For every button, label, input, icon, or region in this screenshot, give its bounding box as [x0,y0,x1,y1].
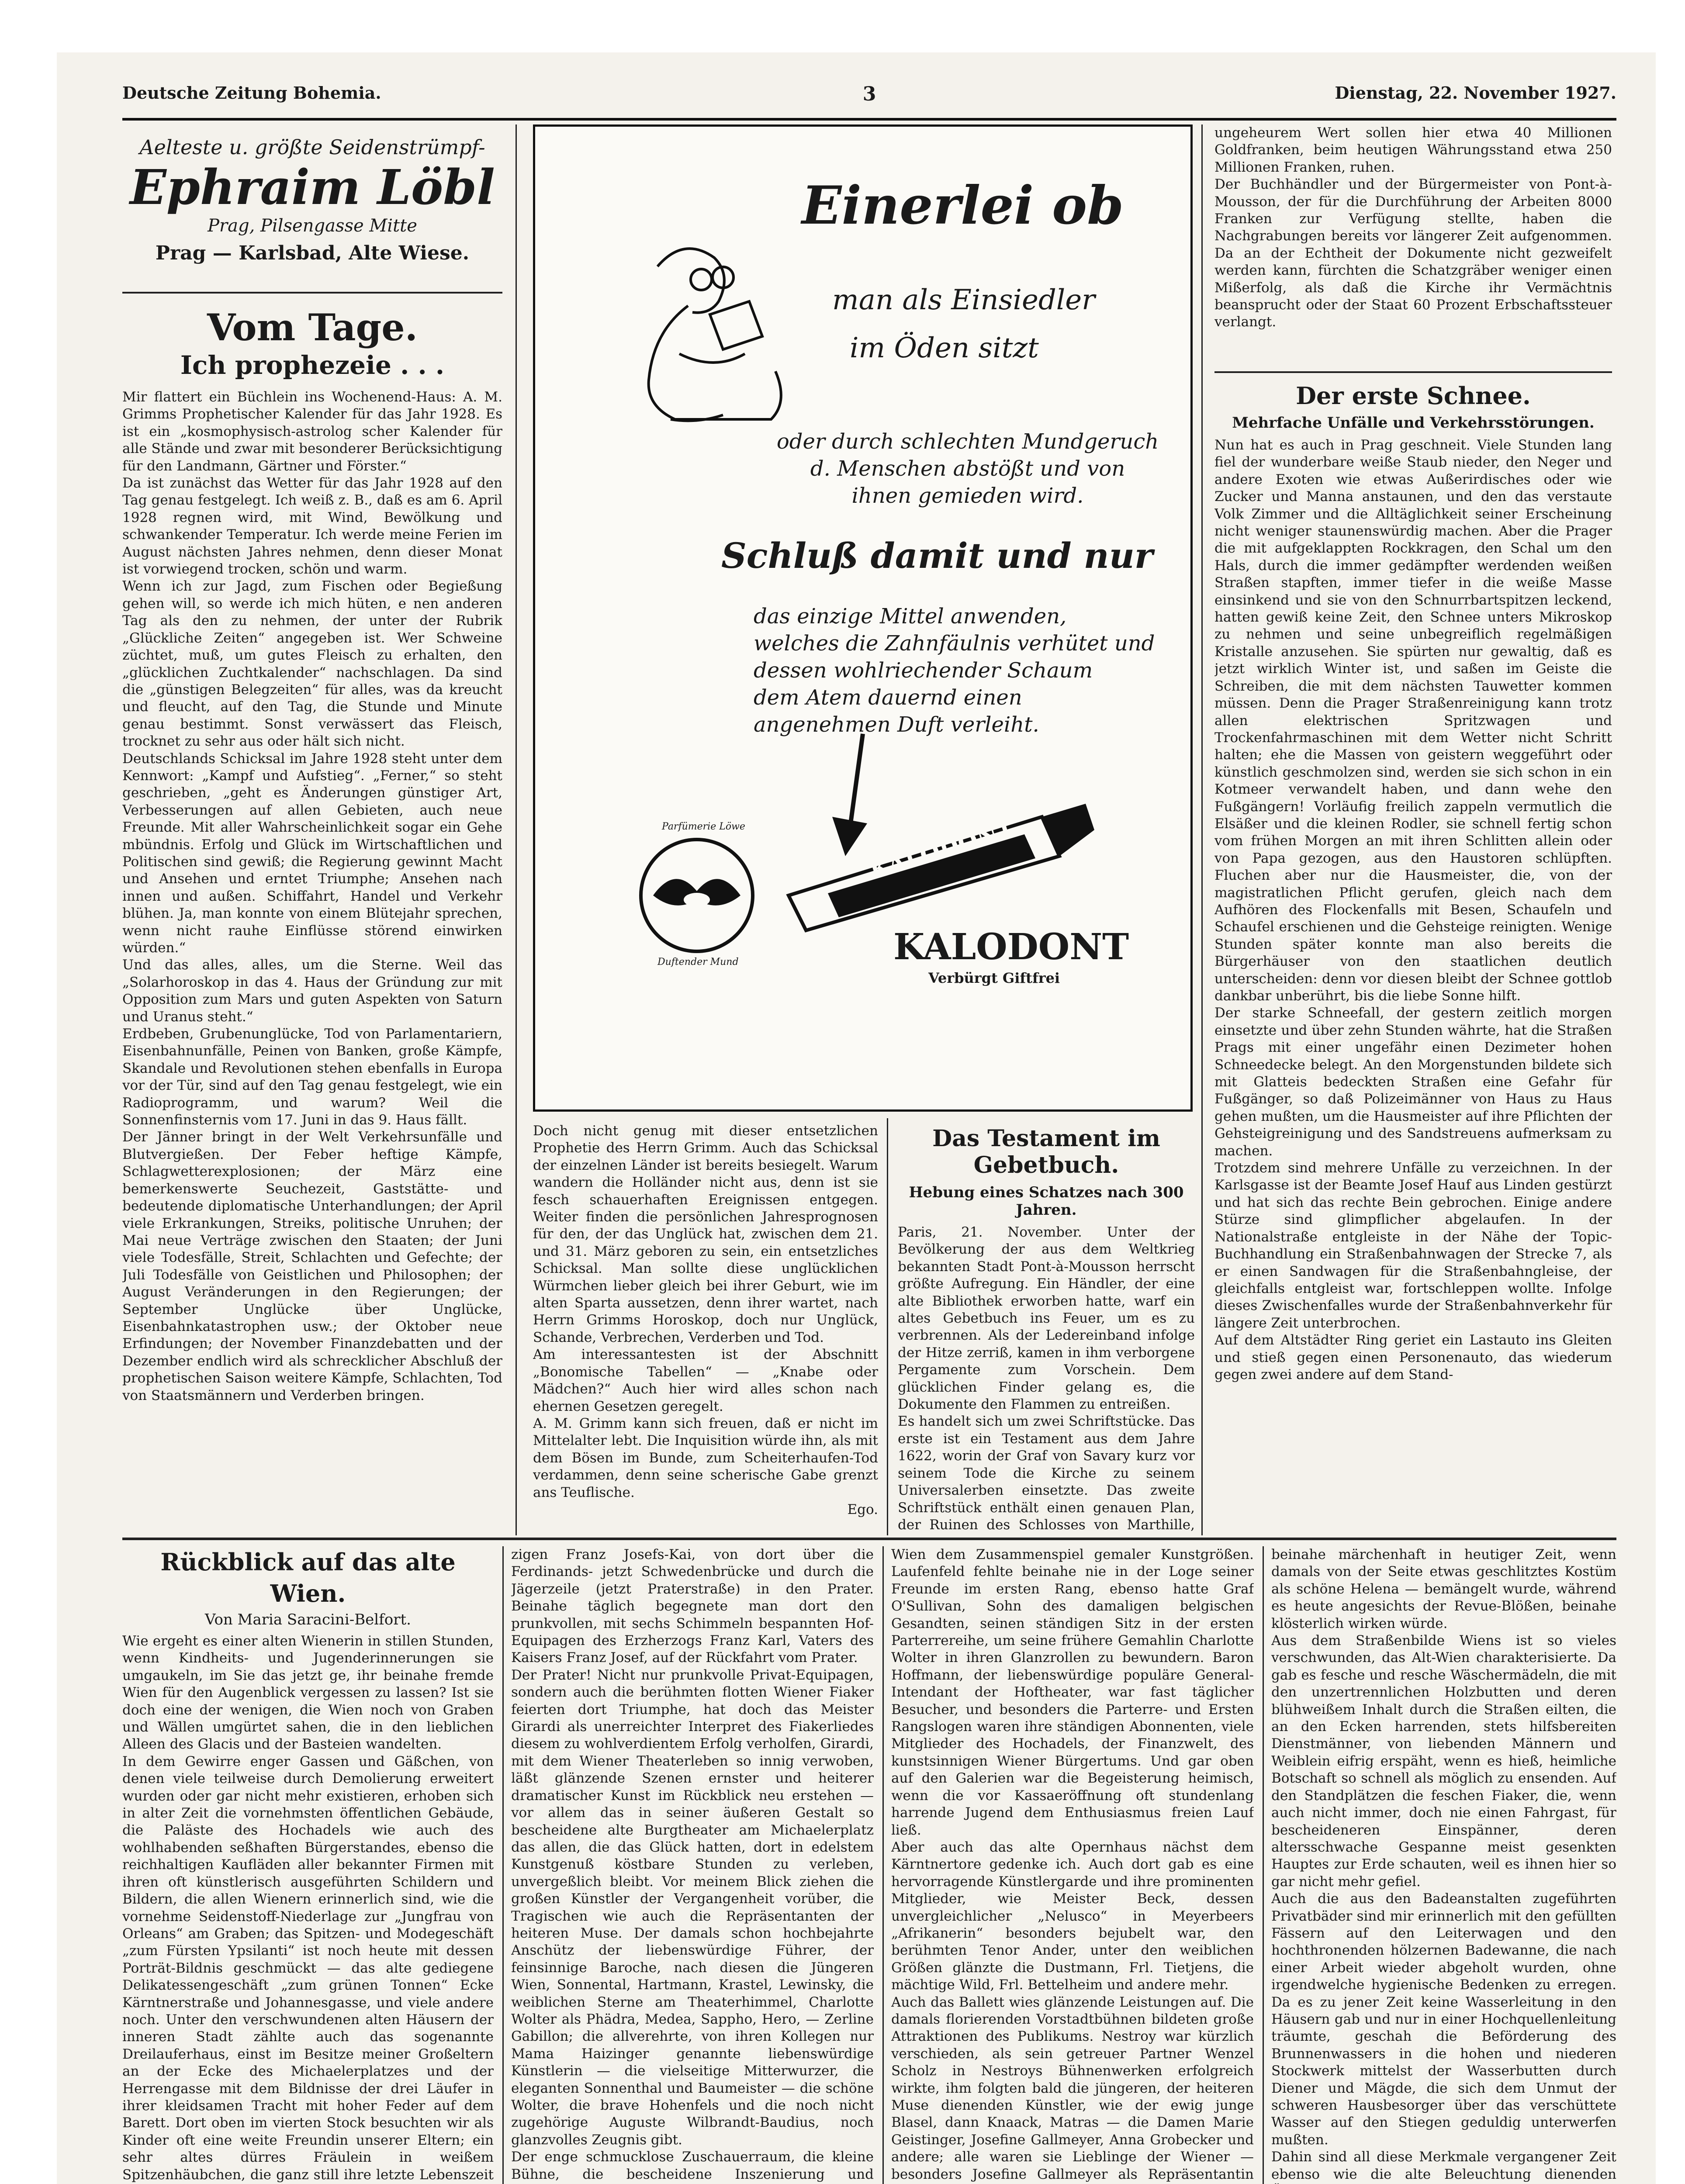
ad-rule [122,292,502,294]
kalodont-advertisement [533,124,1193,1112]
article-byline: Von Maria Saracini-Belfort. [205,1611,411,1628]
article-body: Wie ergeht es einer alten Wienerin in stillen Stunden, wenn Kindheits- und Jugenderinnerungen sie umgaukeln, im Sie das jetzt ge, ihr beinahe fremde Wien für den Augenblick vergessen zu lassen? Ist sie doch eine der wenigen, die Wien noch von Graben und Wällen umgürtet sahen, die in den lieblichen Alleen des Glacis und der Basteien wandelten. In dem Gewirre enger Gassen und Gäßchen, von denen viele teilweise durch Demolierung erweitert wurden oder gar nicht mehr existieren, erhoben sich in alter Zeit die vornehmsten öffentlichen Gebäude, die Paläste des Hochadels wie auch des wohlhabenden seßhaften Bürgerstandes, ebenso die reichhaltigen Kaufläden aller bekannter Firmen mit ihren oft künstlerisch ausgeführten Schildern und Bildern, die allen Wienern erinnerlich sind, wie die vornehme Seidenstoff-Niederlage zur „Jungfrau von Orleans“ am Graben; das Spitzen- und Modegeschäft „zum Fürsten Ypsilanti“ ist noch heute mit dessen Porträt-Bildnis geschmückt — das alte gediegene Delikatessengeschäft „zum grünen Tonnen“ Ecke Kärntnerstraße und Johannesgasse, und viele andere noch. Unter den verschwundenen alten Häusern der inneren Stadt zählte auch das sogenannte Dreilauferhaus, einst im Besitze meiner Großeltern an der Ecke des Michaelerplatzes und der Herrengasse mit dem Bildnisse der drei Läufer in ihrer kleidsamen Tracht mit hoher Feder auf dem Barett. Dort oben im vierten Stock besuchten wir als Kinder oft eine weite Freundin unserer Eltern; ein sehr altes dürres Fräulein in weißem Spitzenhäubchen, die ganz still ihre letzte Lebenszeit [122,1633,494,2183]
column-rule [502,1546,504,2184]
article-wien-col-2 [511,1546,874,2184]
article-title: Vom Tage. [207,306,418,349]
article-body: Paris, 21. November. Unter der Bevölkerung der aus dem Weltkrieg bekannten Stadt Pont-à-Mousson herrscht größte Aufregung. Ein Händler, der eine alte Bibliothek erworben hatte, warf ein altes Gebetbuch ins Feuer, um es zu verbrennen. Als der Ledereinband infolge der Hitze zerriß, kamen in ihm verborgene Pergamente zum Vorschein. Dem glücklichen Finder gelang es, die Dokumente den Flammen zu entreißen. Es handelt sich um zwei Schriftstücke. Das erste ist ein Testament aus dem Jahre 1622, worin der Graf von Savary kurz vor seinem Tode die Kirche zu seinem Universalerben einsetzte. Das zweite Schriftstück enthält einen genauen Plan, der Ruinen des Schlosses von Marthille, [898,1224,1195,1533]
article-wien-col-1 [122,1546,494,2184]
section-rule [1214,371,1612,373]
article-wien-col-3 [891,1546,1254,2184]
article-title: Der erste Schnee. [1296,382,1531,410]
article-body: zigen Franz Josefs-Kai, von dort über die Ferdinands- jetzt Schwedenbrücke und durch die Jägerzeile (jetzt Praterstraße) in den Prater. Beinahe täglich begegnete man dort den prunkvollen, mit sechs Schimmeln bespannten Hof-Equipagen des Erzherzogs Franz Karl, Vaters des Kaisers Franz Josef, auf der Rückfahrt vom Prater. Der Prater! Nicht nur prunkvolle Privat-Equipagen, sondern auch die berühmten flotten Wiener Fiaker feierten dort Triumphe, hat doch das Meister Girardi als unerreichter Interpret des Fiakerliedes diesem zu wohlverdientem Erfolg verholfen, Girardi, mit dem Wiener Theaterleben so innig verwoben, läßt glänzende Szenen ernster und heiterer dramatischer Kunst im Rückblick neu erstehen — vor allem das in seiner äußeren Gestalt so bescheidene alte Burgtheater am Michaelerplatz das allen, die das Glück hatten, dort in edelstem Kunstgenuß köstbare Stunden zu verleben, unvergeßlich bleibt. Vor meinem Blick ziehen die großen Künstler der Vergangenheit vorüber, die Tragischen wie auch die Repräsentanten der heiteren Muse. Der damals schon hochbejahrte Anschütz der liebenswürdige Führer, der feinsinnige Baroche, nach diesen die Jüngeren Wien, Sonnental, Hartmann, Krastel, Lewinsky, die weiblichen Sterne am Theaterhimmel, Charlotte Wolter als Phädra, Medea, Sappho, Hero, — Zerline Gabillon; die allverehrte, von ihren Kollegen nur Mama Haizinger genannte liebenswürdige Künstlerin — die vielseitige Mitterwurzer, die eleganten Sonnenthal und Baumeister — die schöne Wolter, die brave Hohenfels und die noch nicht zugehörige Auguste Wilbrandt-Baudius, noch glanzvolles Zeugnis gibt. Der enge schmucklose Zuschauerraum, die kleine Bühne, die bescheidene Inszenierung und [511,1547,874,2182]
article-subtitle: Hebung eines Schatzes nach 300 Jahren. [909,1184,1184,1219]
ad-slogan: Schluß damit und nur [721,535,1153,576]
ad-verified: Verbürgt Giftfrei [928,970,1060,986]
column-rule [882,1546,884,2184]
article-body: Mir flattert ein Büchlein ins Wochenend-Haus: A. M. Grimms Prophetischer Kalender für das Jahr 1928. Es ist ein „kosmophysisch-astrolog scher Kalender für alle Stände und zwar mit besonderer Berücksichtigung für den Landmann, Gärtner und Förster.“ Da ist zunächst das Wetter für das Jahr 1928 auf den Tag genau festgelegt. Ich weiß z. B., daß es am 6. April 1928 regnen wird, mit Wind, Bewölkung und schwankender Temperatur. Ich werde meine Ferien im August nächsten Jahres nehmen, denn dieser Monat ist vorwiegend trocken, schön und warm. Wenn ich zur Jagd, zum Fischen oder Begießung gehen will, so werde ich mich hüten, e nen anderen Tag als den zu nehmen, der unter der Rubrik „Glückliche Zeiten“ angegeben ist. Wer Schweine züchtet, muß, um gutes Fleisch zu erhalten, den „glücklichen Zuchtkalender“ nachschlagen. Da sind die „günstigen Belegzeiten“ für alles, was da kreucht und fleucht, auf den Tag, die Stunde und Minute genau bestimmt. Sonst verwässert das Fleisch, trocknet zu sehr aus oder hält sich nicht. Deutschlands Schicksal im Jahre 1928 steht unter dem Kennwort: „Kampf und Aufstieg“. „Ferner,“ so steht geschrieben, „geht es Änderungen günstiger Art, Verbesserungen auf allen Gebieten, auch neue Freunde. Mit aller Wahrscheinlichkeit sogar ein Gehe mbündnis. Erfolg und Glück im Wirtschaftlichen und Politischen sind gewiß; die Regierung gewinnt Macht und Ansehen und erntet Triumphe; Ansehen nach innen und außen. Schiffahrt, Handel und Verkehr blühen. Ja, man konnte von einem Blütejahr sprechen, wenn nicht rauhe Einflüsse störend einwirken würden.“ Und das alles, alles, um die Sterne. Weil das „Solarhoroskop in das 4. Haus der Gründung zur mit Opposition zum Mars und guten Aspekten von Saturn und Uranus steht.“ Erdbeben, Grubenunglücke, Tod von Parlamentariern, Eisenbahnunfälle, Peinen von Banken, große Kämpfe, Skandale und Revolutionen stehen ebenfalls in Europa vor der Tür, sind auf den Tag genau festgelegt, wie ein Radioprogramm, und warum? Weil die Sonnenfinsternis vom 17. Juni in das 9. Haus fällt. Der Jänner bringt in der Welt Verkehrsunfälle und Blutvergießen. Der Feber heftige Kämpfe, Schlagwetterexplosionen; der März eine bemerkenswerte Seuchezeit, Gaststätte- und bedeutende diplomatische Unterhandlungen; der April viele Erkrankungen, Streiks, politische Unruhen; der Mai neue Verträge zwischen den Staaten; der Juni viele Todesfälle, Streit, Schlachten und Gefechte; der Juli Todesfälle von Geistlichen und Philosophen; der August Veränderungen in den Regierungen; der September Unglücke über Unglücke, Eisenbahnkatastrophen usw.; der Oktober neue Erfindungen; der November Finanzdebatten und der Dezember endlich wird als schrecklicher Abschluß der prophetischen Saison weitere Kämpfe, Schlachten, Tod von Staatsmännern und Verderben bringen. [122,389,502,1403]
article-body-continued: Doch nicht genug mit dieser entsetzlichen Prophetie des Herrn Grimm. Auch das Schicksal der einzelnen Länder ist bereits besiegelt. Warum wandern die Holländer nicht aus, denn ist sie fesch schauerhaften Ereignissen entgegen. Weiter finden die persönlichen Jahresprognosen für den, der das Unglück hat, zwischen dem 21. und 31. März geboren zu sein, ein entsetzliches Schicksal. Man sollte diese unglücklichen Würmchen lieber gleich bei ihrer Geburt, wie im alten Sparta aussetzen, denn ihrer wartet, nach Herrn Grimms Horoskop, doch nur Unglück, Schande, Verbrechen, Verderben und Tod. Am interessantesten ist der Abschnitt „Bonomische Tabellen“ — „Knabe oder Mädchen?“ Auch hier wird alles schon nach ehernen Gesetzen geregelt. A. M. Grimm kann sich freuen, daß er nicht im Mittelalter lebt. Die Inquisition würde ihn, als mit dem Bösen im Bunde, zum Scheiterhaufen-Tod verdammen, denn seine scherische Gabe grenzt ans Teuflische. [533,1123,878,1500]
page-number: 3 [862,83,876,105]
article-testament [898,1123,1195,1533]
ad-line-1: man als Einsiedler [832,284,1095,316]
loebl-advertisement [122,135,502,284]
article-body: Nun hat es auch in Prag geschneit. Viele Stunden lang fiel der wunderbare weiße Staub nieder, den Neger und andere Exoten wie etwas Außerirdisches oder wie Zucker und Manna anstaunen, und den das verstaute Volk Zimmer und die Alltäglichkeit seiner Erscheinung nicht weniger staunenswürdig machen. Aber die Prager die mit aufgeklappten Rockkragen, den Schal um den Hals, durch die immer gedämpfter werdenden weißen Straßen stapften, immer tiefer in die weiße Masse einsinkend und sie von den Schnurrbartspitzen leckend, hatten gewiß keine Zeit, den Schnee unters Mikroskop zu nehmen und seine unbegreiflich regelmäßigen Kristalle anzusehen. Sie spürten nur gewaltig, daß es jetzt wirklich Winter ist, und saßen im Geiste die Schreiben, die mit dem nächsten Tauwetter kommen müssen. Denn die Prager Straßenreinigung kann trotz allen elektrischen Spritzwagen und Trockenfahrmaschinen mit dem Wetter nicht Schritt halten; ehe die Massen von geistern weggeführt oder künstlich geschmolzen sind, werden sie sich schon in ein Kotmeer verwandelt haben, und dann wehe den Fußgängern! Vorläufig freilich zappeln vermutlich die Elsäßer und die kleinen Rodler, sie schnell fertig schon vom frühen Morgen an mit ihren Schlitten allein oder von Papa gezogen, aus den Haustoren schlüpften. Fluchen aber nur die Hausmeister, die, von der magistratlichen Pflicht gerufen, gleich nach dem Aufhören des Flockenfalls mit Besen, Schaufeln und Schaufel erschienen und die Gehsteige reinigten. Wenige Stunden später konnte man also bereits die Bürgerhäuser von den staatlichen deutlich unterscheiden: denn vor diesen bleibt der Schnee gottlob dankbar unberührt, bis die liebe Sonne hilft. Der starke Schneefall, der gestern zeitlich morgen einsetzte und über zehn Stunden währte, hat die Straßen Prags mit einer ungefähr einen Dezimeter hohen Schneedecke belegt. An den Morgenstunden bildete sich mit Glatteis bedeckten Straßen eine Gefahr für Fußgänger, so daß Polizeimänner von Haus zu Haus gehen mußten, um die Hausmeister auf ihre Pflichten der Gehsteigreinigung und des Sandstreuens aufmerksam zu machen. Trotzdem sind mehrere Unfälle zu verzeichnen. In der Karlsgasse ist der Beamte Josef Hauf aus Linden gestürzt und hat sich das rechte Bein gebrochen. Einige andere Stürze sind glimpflicher abgelaufen. In der Nationalstraße entgleiste in der Nähe der Topic-Buchhandlung ein Straßenbahnwagen der Strecke 7, als er einen Sandwagen für die Straßenbahngleise, der gleichfalls entgleist war, fortschleppen wollte. Infolge dieses Zwischenfalles wurde der Straßenbahnverkehr für längere Zeit unterbrochen. Auf dem Altstädter Ring geriet ein Lastauto ins Gleiten und stieß gegen einen Personenauto, das wiederum gegen zwei andere auf dem Stand- [1214,437,1612,1382]
ad-locations: Prag — Karlsbad, Alte Wiese. [155,242,470,264]
article-signature: Ego. [847,1501,878,1517]
article-subtitle: Ich prophezeie . . . [180,350,445,380]
article-title: Rückblick auf das alte Wien. [160,1548,456,1607]
article-body: Wien dem Zusammenspiel gemaler Kunstgrößen. Laufenfeld fehlte beinahe nie in der Loge seiner Freunde im ersten Rang, ebenso hatte Graf O'Sullivan, Sohn des damaligen belgischen Gesandten, seinen ständigen Sitz in der ersten Parterrereihe, um seine frühere Gemahlin Charlotte Wolter in ihren Glanzrollen zu bewundern. Baron Hoffmann, der liebenswürdige populäre General-Intendant der Hoftheater, war fast täglicher Besucher, und besonders die Parterre- und Ersten Rangslogen waren ihre ständigen Abonnenten, viele Mitglieder des Hochadels, der Finanzwelt, des kunstsinnigen Wiener Bürgertums. Und gar oben auf den Galerien war die Begeisterung heimisch, wenn die vor Kassaeröffnung oft stundenlang harrende Jugend dem Enthusiasmus freien Lauf ließ. Aber auch das alte Opernhaus nächst dem Kärntnertore gedenke ich. Auch dort gab es eine hervorragende Künstlergarde und ihre prominenten Mitglieder, wie Meister Beck, dessen unvergleichlicher „Nelusco“ in Meyerbeers „Afrikanerin“ besonders bejubelt war, den berühmten Tenor Ander, unter den weiblichen Größen glänzte die Dustmann, Frl. Tietjens, die mächtige Wild, Frl. Bettelheim und andere mehr. Auch das Ballett wies glänzende Leistungen auf. Die damals florierenden Vorstadtbühnen bildeten große Attraktionen des Publikums. Nestroy war kürzlich verschieden, als sein getreuer Partner Wenzel Scholz in Nestroys Bühnenwerken erfolgreich wirkte, ihm folgten bald die jüngeren, der heiteren Muse dienenden Künstler, wie der ewig junge Blasel, dann Knaack, Matras — die Damen Marie Geistinger, Josefine Gallmeyer, Anna Grobecker und andere; alle waren sie Lieblinge der Wiener — besonders Josefine Gallmeyer als Repräsentantin [891,1547,1254,2182]
article-vom-tage-continued [533,1123,878,1533]
ad-headline: Einerlei ob [802,175,1124,236]
section-divider [122,1538,1616,1540]
article-body-continued: ungeheurem Wert sollen hier etwa 40 Millionen Goldfranken, beim heutigen Währungsstand etwa 250 Millionen Franken, ruhen. Der Buchhändler und der Bürgermeister von Pont-à-Mousson, der für die Durchführung der Arbeiten 8000 Franken zur Verfügung stellte, haben die Nachgrabungen bereits vor längerer Zeit aufgenommen. Da an der Echtheit der Dokumente nicht gezweifelt werden kann, fürchten die Schatzgräber weniger einen Mißerfolg, als daß die Kirche ihr Vermächtnis beansprucht oder der Staat 60 Prozent Erbschaftssteuer verlangt. [1214,125,1612,330]
logo-caption-top: Parfümerie Löwe [662,821,745,832]
paper-name: Deutsche Zeitung Bohemia. [122,83,381,103]
ad-company-name: Ephraim Löbl [130,159,495,215]
article-testament-continued [1214,124,1612,369]
ad-body-2: das einzige Mittel anwenden, welches die Zahnfäulnis verhütet und dessen wohlriechender Schaum dem Atem dauernd einen angenehmen Duft verleiht. [754,604,1155,737]
issue-date: Dienstag, 22. November 1927. [1335,83,1616,103]
article-title: Das Testament im Gebetbuch. [932,1125,1160,1178]
article-body: beinahe märchenhaft in heutiger Zeit, wenn damals von der Seite etwas geschlitztes Kostüm als schöne Helena — bemängelt wurde, während es heute angesichts der Revue-Blößen, beinahe klösterlich wirken würde. Aus dem Straßenbilde Wiens ist so vieles verschwunden, das Alt-Wien charakterisierte. Da gab es fesche und reschе Wäschermädeln, die mit den unzertrennlichen Holzbutten und deren blühweißem Inhalt durch die Straßen eilten, die an den Ecken harrenden, stets hilfsbereiten Dienstmänner, von liebenden Männern und Weiblein eifrig erspäht, wenn es hieß, heimliche Botschaft so schnell als möglich zu ensenden. Auf den Standplätzen die feschen Fiaker, die, wenn auch nicht immer, doch nie einen Fahrgast, für bescheideneren Einspänner, deren altersschwache Gespanne meist gesenkten Hauptes zur Erde schauten, weil es ihnen hier so gar nicht mehr gefiel. Auch die aus den Badeanstalten zugeführten Privatbäder sind mir erinnerlich mit den gefüllten Fässern auf den Leiterwagen und den hochthronenden hölzernen Badewanne, die nach einer Arbeit wieder abgeholt wurden, ohne irgendwelche hygienische Bedenken zu erregen. Da es zu jener Zeit keine Wasserleitung in den Häusern gab und nur in einer Hochquellenleitung träumte, geschah die Beförderung des Brunnenwassers in die hohen und niederen Stockwerk mittelst der Wasserbutten durch Diener und Mägde, die sich dem Unmut der schweren Hausbesorger über das verschüttete Wasser auf den Stiegen geduldig unterwerfen mußten. Dahin sind all diese Merkmale vergangener Zeit ebenso wie die alte Beleuchtung dienenden [1271,1547,1616,2182]
masthead [122,83,1616,109]
logo-caption-bottom: Duftender Mund [657,957,739,968]
article-vom-tage [122,306,502,1529]
tube-label: KALODONT [866,815,1017,885]
article-first-snow [1214,380,1612,1533]
ad-address-script: Prag, Pilsengasse Mitte [208,216,417,236]
article-subtitle: Mehrfache Unfälle und Verkehrsstörungen. [1232,414,1595,432]
ad-tagline: Aelteste u. größte Seidenstrümpf- [139,135,485,159]
ad-body: oder durch schlechten Mundgeruch d. Menschen abstößt und von ihnen gemieden wird. [776,429,1159,508]
hermit-illustration-icon [592,214,819,432]
newspaper-page [57,52,1656,2184]
column-rule [887,1118,888,1535]
toothpaste-tube-icon [780,799,1112,939]
column-rule [1263,1546,1264,2184]
ad-line-2: im Öden sitzt [850,332,1039,364]
column-rule [1201,124,1203,1535]
ad-brand: KALODONT [893,926,1129,968]
masthead-rule [122,118,1616,121]
winged-mouth-logo-icon [636,834,758,957]
column-rule [516,124,517,1535]
article-wien-col-4 [1271,1546,1616,2184]
